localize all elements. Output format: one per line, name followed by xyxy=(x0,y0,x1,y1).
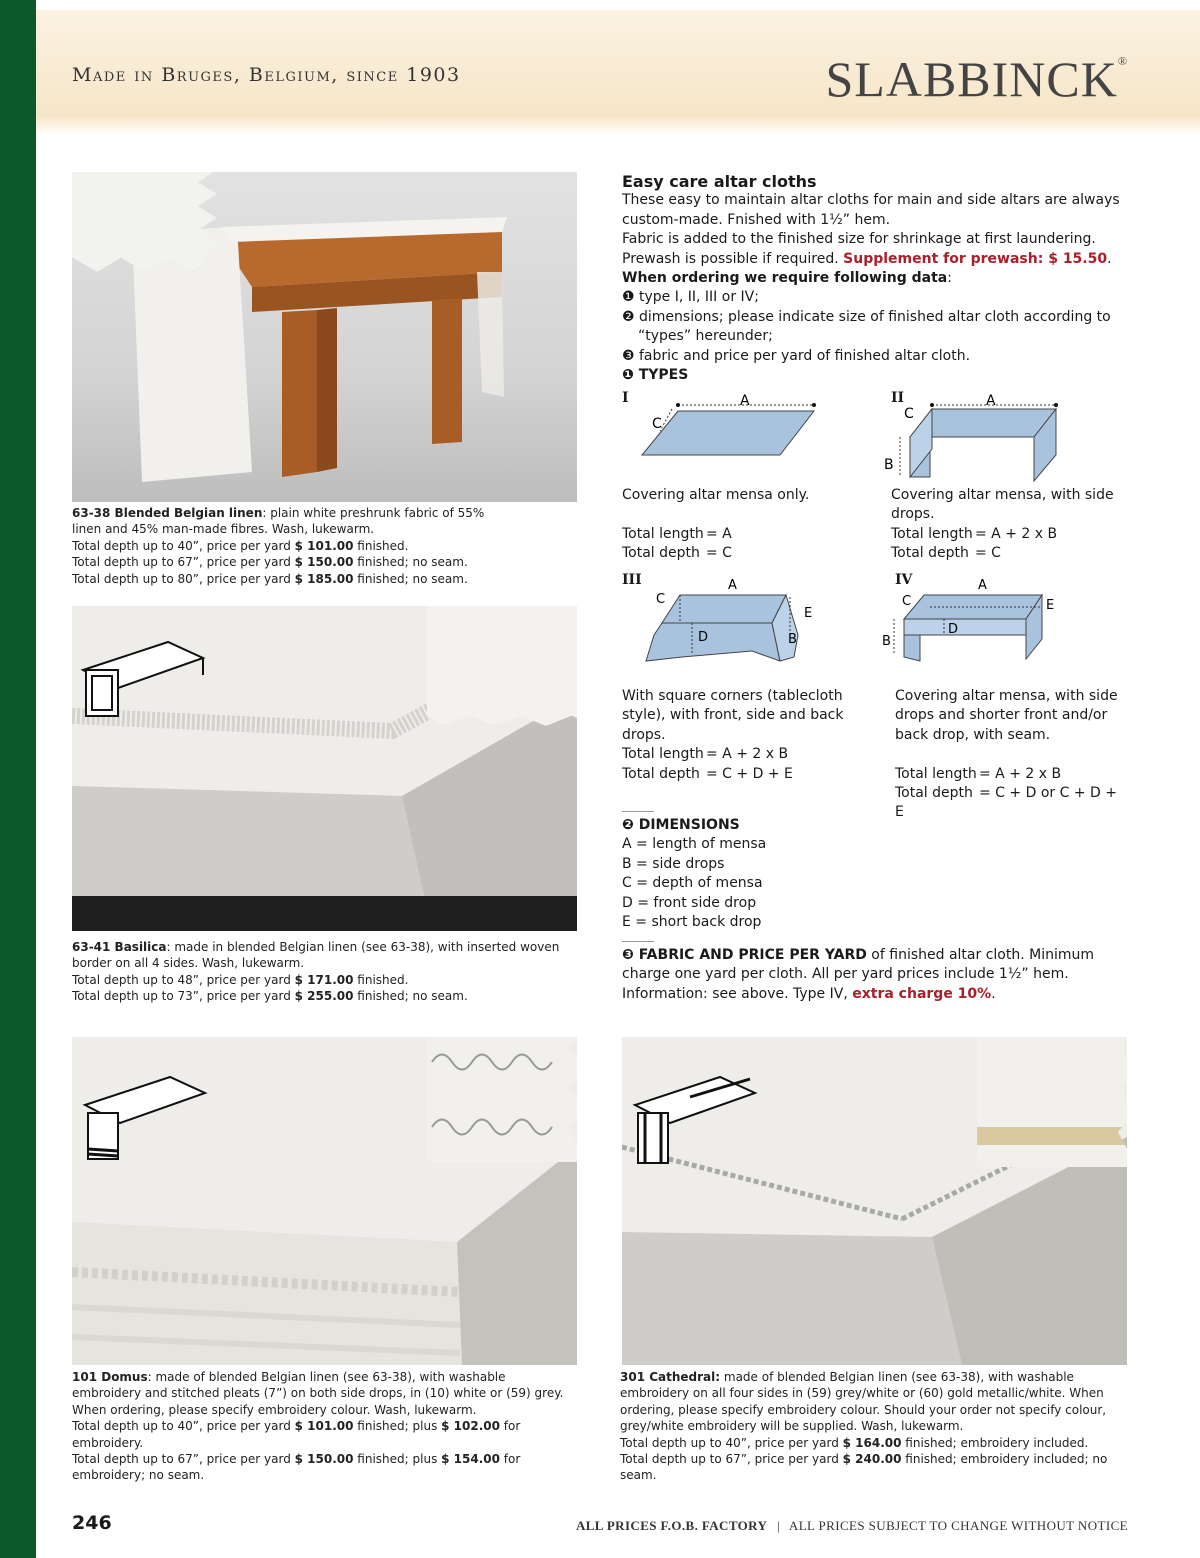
price-line: Total depth up to 73”, price per yard xyxy=(72,989,295,1004)
caption-6341 xyxy=(72,939,572,1005)
dim-letter: E xyxy=(804,606,813,621)
type-i-text xyxy=(622,486,862,564)
price-tail: finished. xyxy=(353,538,409,553)
price-line: Total depth up to 67”, price per yard xyxy=(620,1452,843,1467)
fabric-block xyxy=(622,946,1127,1004)
formula-value: = A + 2 x B xyxy=(975,525,1058,542)
types-heading xyxy=(622,366,1127,385)
code-301: 301 Cathedral: xyxy=(620,1370,721,1384)
price-line: Total depth up to 40”, price per yard xyxy=(72,1419,295,1434)
fabric-swatch xyxy=(72,172,217,272)
price-tail: for embroidery. xyxy=(72,1419,521,1450)
formula-label: Total depth xyxy=(891,545,969,562)
photo-cathedral xyxy=(622,1037,1127,1365)
fabric-swatch xyxy=(427,1037,577,1162)
price-tail: finished; no seam. xyxy=(353,555,468,570)
price: $ 164.00 xyxy=(842,1435,902,1450)
footer-change-notice: ALL PRICES SUBJECT TO CHANGE WITHOUT NOTICE xyxy=(788,1518,1128,1533)
intro-title: Easy care altar cloths xyxy=(622,172,817,191)
dimension-item: A = length of mensa xyxy=(622,836,767,853)
dimensions-heading xyxy=(622,816,922,835)
desc-6341: : made in blended Belgian linen (see 63-38), with inserted woven border on all 4 sides. Wash, lukewarm. xyxy=(72,940,560,971)
type-iv-label: IV xyxy=(895,572,913,588)
code-6341: 63-41 Basilica xyxy=(72,940,167,954)
registered-mark: ® xyxy=(1117,54,1128,68)
price-tail: finished; embroidery included. xyxy=(901,1435,1089,1450)
price-mid: finished; plus xyxy=(353,1419,442,1434)
desc-301: made of blended Belgian linen (see 63-38), with washable embroidery on all four sides in (59) grey/white or (60) gold metallic/white. When ordering, please specify embroidery colour. Should your order not specify colour, grey/white embroidery will be supplied. Wash, lukewarm. xyxy=(620,1370,1107,1434)
price: $ 240.00 xyxy=(842,1452,902,1467)
type-iii-depth xyxy=(622,765,852,784)
formula-label: Total length xyxy=(622,525,704,542)
formula-label: Total depth xyxy=(622,765,700,782)
dim-letter: A xyxy=(728,578,737,593)
order-item: ❸ fabric and price per yard of finished altar cloth. xyxy=(622,347,971,364)
intro-p2-end: . xyxy=(1107,250,1112,267)
price-mid: finished; plus xyxy=(353,1452,442,1467)
type-iii-desc: With square corners (tablecloth style), with front, side and back drops. xyxy=(622,688,844,743)
dim-letter: C xyxy=(902,594,912,609)
formula-value: = C xyxy=(975,545,1001,562)
footer-fob: ALL PRICES F.O.B. FACTORY xyxy=(575,1518,768,1533)
order-heading xyxy=(622,269,1127,288)
photo-altar-table xyxy=(72,172,577,502)
price-tail: finished; embroidery included; no seam. xyxy=(620,1452,1108,1483)
type-iii-text xyxy=(622,687,852,784)
dim-letter: B xyxy=(884,457,894,473)
price-line: Total depth up to 40”, price per yard xyxy=(620,1435,843,1450)
price-line: Total depth up to 40”, price per yard xyxy=(72,538,295,553)
fabric-end: . xyxy=(991,985,996,1002)
type-iv-desc: Covering altar mensa, with side drops and shorter front and/or back drop, with seam. xyxy=(895,688,1118,743)
fabric-heading: ❸ FABRIC AND PRICE PER YARD xyxy=(622,947,867,963)
price: $ 102.00 xyxy=(441,1419,500,1434)
formula-value: = A + 2 x B xyxy=(979,765,1062,782)
formula-value: = C xyxy=(706,545,732,562)
type-ii-label: II xyxy=(891,390,905,406)
green-spine xyxy=(0,0,36,1558)
types-heading-text: ❶ TYPES xyxy=(622,367,689,384)
type-iv-depth xyxy=(895,784,1127,823)
caption-6338 xyxy=(72,505,512,587)
formula-value: = C + D + E xyxy=(706,765,793,782)
dimensions-heading-text: ❷ DIMENSIONS xyxy=(622,817,740,833)
price-line: Total depth up to 48”, price per yard xyxy=(72,972,295,987)
dim-letter: C xyxy=(904,406,914,422)
intro-p2 xyxy=(622,230,1127,269)
dim-letter: A xyxy=(978,578,987,593)
footer-notice xyxy=(576,1518,1128,1534)
section-rule xyxy=(622,941,654,942)
type-iv-length xyxy=(895,765,1127,784)
intro-p1: These easy to maintain altar cloths for main and side altars are always custom-made. Fnished with 1½” hem. xyxy=(622,192,1120,228)
price-tail: finished; no seam. xyxy=(353,571,468,586)
section-rule xyxy=(622,811,654,812)
price: $ 150.00 xyxy=(294,1452,354,1467)
price-line: Total depth up to 67”, price per yard xyxy=(72,555,295,570)
dimension-item: D = front side drop xyxy=(622,894,757,911)
price: $ 150.00 xyxy=(294,555,354,570)
formula-value: = A + 2 x B xyxy=(706,746,789,763)
desc-101: : made of blended Belgian linen (see 63-38), with washable embroidery and stitched pleats (7”) on both side drops, in (10) white or (59) grey. When ordering, please specify embroidery colour. Wash, lukewarm. xyxy=(72,1370,564,1417)
dim-letter: B xyxy=(882,634,891,649)
extra-charge: extra charge 10% xyxy=(852,985,992,1002)
price: $ 101.00 xyxy=(294,538,354,553)
type-ii-desc: Covering altar mensa, with side drops. xyxy=(891,487,1114,523)
brand-name: SLABBINCK xyxy=(825,51,1118,107)
price: $ 101.00 xyxy=(294,1419,354,1434)
type-ii-text xyxy=(891,486,1121,564)
altar-outline-icon xyxy=(630,1065,760,1175)
dim-letter: A xyxy=(740,393,750,409)
type-i-label: I xyxy=(622,390,629,406)
price: $ 255.00 xyxy=(294,989,354,1004)
formula-label: Total length xyxy=(891,525,973,542)
type-i-desc: Covering altar mensa only. xyxy=(622,487,810,503)
footer-sep: | xyxy=(776,1518,780,1533)
type-iii-length xyxy=(622,745,852,764)
price-line: Total depth up to 80”, price per yard xyxy=(72,571,295,586)
fabric-swatch xyxy=(427,606,577,726)
price: $ 171.00 xyxy=(294,972,354,987)
formula-value: = C + D or C + D + E xyxy=(895,785,1117,821)
intro-block xyxy=(622,172,1127,385)
type-ii-length xyxy=(891,525,1121,544)
fabric-swatch xyxy=(977,1037,1127,1167)
price: $ 154.00 xyxy=(441,1452,500,1467)
formula-value: = A xyxy=(706,525,732,542)
desc-6338: : plain white preshrunk fabric of 55% linen and 45% man-made fibres. Wash, lukewarm. xyxy=(72,506,485,537)
formula-label: Total depth xyxy=(895,785,973,802)
price-line: Total depth up to 67”, price per yard xyxy=(72,1452,295,1467)
dim-letter: C xyxy=(652,416,662,432)
page-number: 246 xyxy=(72,1512,112,1534)
price: $ 185.00 xyxy=(294,571,354,586)
tagline: Made in Bruges, Belgium, since 1903 xyxy=(72,64,461,86)
brand-logo xyxy=(826,50,1129,108)
formula-label: Total depth xyxy=(622,545,700,562)
caption-301 xyxy=(620,1369,1125,1484)
dim-letter: D xyxy=(948,622,959,637)
price-tail: for embroidery; no seam. xyxy=(72,1452,521,1483)
price-tail: finished. xyxy=(353,972,409,987)
price-tail: finished; no seam. xyxy=(353,989,468,1004)
dim-letter: A xyxy=(986,393,996,409)
dim-letter: C xyxy=(656,592,666,607)
dimensions-block xyxy=(622,816,922,932)
intro-p2-text: Fabric is added to the finished size for shrinkage at first laundering. Prewash is possible if required. xyxy=(622,231,1096,267)
formula-label: Total length xyxy=(895,765,977,782)
order-item: ❶ type I, II, III or IV; xyxy=(622,289,759,306)
type-i-length xyxy=(622,525,862,544)
type-i-depth xyxy=(622,544,862,563)
order-heading-colon: : xyxy=(947,270,952,287)
code-101: 101 Domus xyxy=(72,1370,148,1384)
dimension-item: B = side drops xyxy=(622,855,725,872)
diagram-type-i xyxy=(622,393,842,465)
photo-domus xyxy=(72,1037,577,1365)
header-band xyxy=(36,10,1200,135)
type-iv-text xyxy=(895,687,1127,823)
dimension-item: C = depth of mensa xyxy=(622,875,763,892)
dim-letter: E xyxy=(1046,598,1055,613)
type-ii-depth xyxy=(891,544,1121,563)
code-6338: 63-38 Blended Belgian linen xyxy=(72,506,263,520)
order-heading-text: When ordering we require following data xyxy=(622,270,948,287)
diagram-type-iv xyxy=(880,575,1070,665)
dim-letter: B xyxy=(788,632,797,647)
diagram-type-iii xyxy=(622,575,822,670)
dimension-item: E = short back drop xyxy=(622,914,762,931)
order-item: ❷ dimensions; please indicate size of finished altar cloth according to “types” hereunder; xyxy=(622,308,1111,345)
altar-outline-icon xyxy=(80,1065,210,1165)
formula-label: Total length xyxy=(622,746,704,763)
dim-letter: D xyxy=(698,630,709,645)
prewash-supplement: Supplement for prewash: $ 15.50 xyxy=(843,250,1108,267)
photo-basilica xyxy=(72,606,577,931)
type-iii-label: III xyxy=(622,572,642,588)
fabric-text: of finished altar cloth. Minimum charge one yard per cloth. All per yard prices include 1½” hem. Information: see above. Type IV, xyxy=(622,947,1094,1002)
caption-101 xyxy=(72,1369,572,1484)
altar-outline-icon xyxy=(78,630,208,720)
diagram-type-ii xyxy=(880,393,1070,483)
